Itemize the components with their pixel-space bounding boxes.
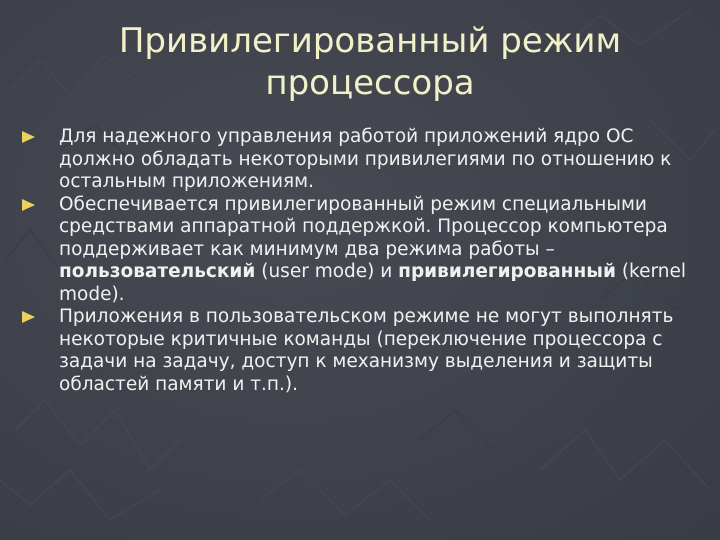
bullet-text-2-before: Обеспечивается привилегированный режим специальными средствами аппаратной поддержкой. Процессор компьютера поддерживает как минимум два режима работы – bbox=[59, 193, 668, 260]
triangle-right-icon bbox=[22, 131, 35, 143]
triangle-right-icon bbox=[22, 199, 35, 211]
bullet-text-2-middle: (user mode) и bbox=[255, 261, 399, 282]
bullet-item-3 bbox=[22, 306, 707, 396]
slide-title-line1: Привилегированный режим bbox=[118, 21, 622, 61]
bullet-item-1 bbox=[22, 126, 707, 194]
triangle-right-icon bbox=[22, 311, 35, 323]
bullet-text-2-after: (kernel mode). bbox=[59, 261, 687, 305]
slide-title-line2: процессора bbox=[265, 63, 475, 103]
bullet-text-3: Приложения в пользовательском режиме не могут выполнять некоторые критичные команды (переключение процессора с задачи на задачу, доступ к механизму выделения и защиты областей памяти и т.п.). bbox=[59, 306, 674, 395]
bullet-list bbox=[22, 126, 707, 396]
bullet-text-2-bold-user-mode: пользовательский bbox=[59, 261, 256, 282]
bullet-item-2 bbox=[22, 194, 707, 307]
bullet-text-1: Для надежного управления работой приложений ядро ОС должно обладать некоторыми привилегиями по отношению к остальным приложениям. bbox=[59, 126, 672, 192]
bullet-text-2-bold-kernel-mode: привилегированный bbox=[398, 261, 616, 282]
slide-title bbox=[70, 20, 670, 104]
